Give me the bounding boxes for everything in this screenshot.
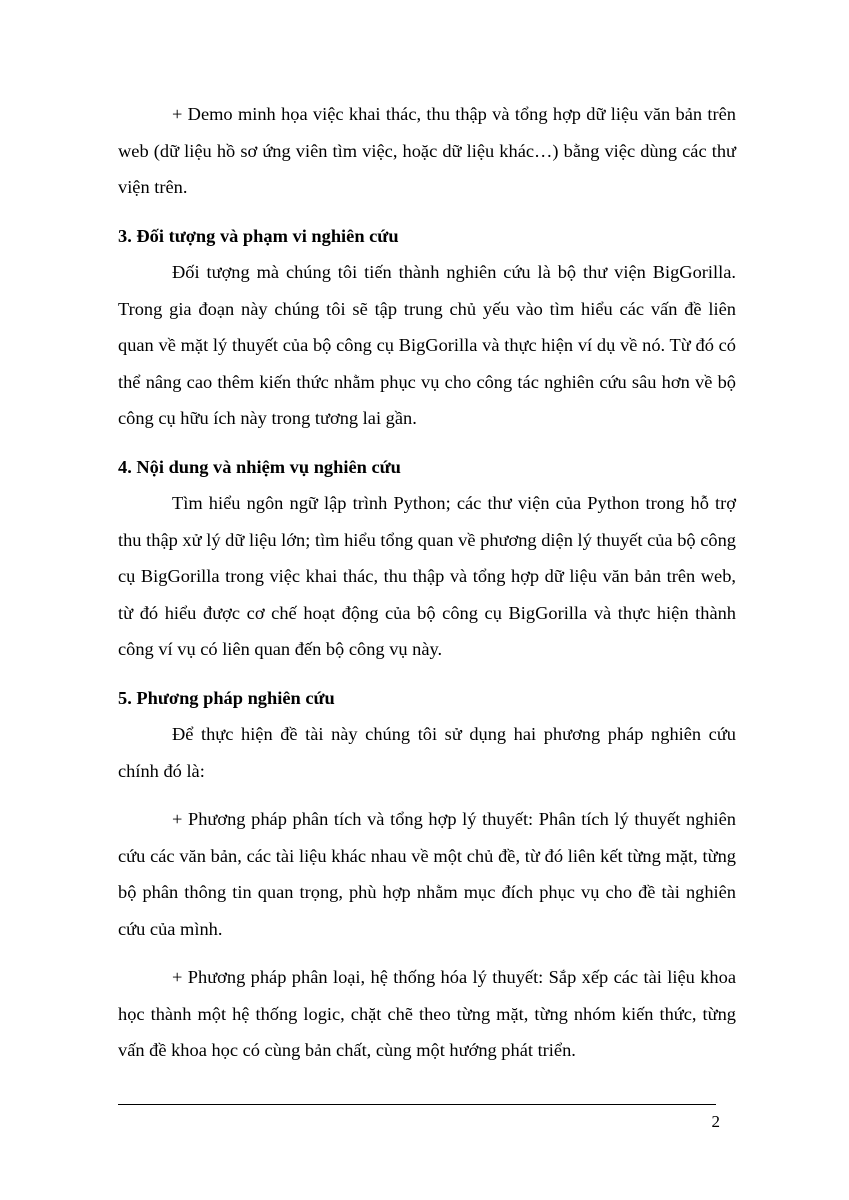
demo-paragraph: + Demo minh họa việc khai thác, thu thập và tổng hợp dữ liệu văn bản trên web (dữ liệu hồ sơ ứng viên tìm việc, hoặc dữ liệu khác…) bằng việc dùng các thư viện trên.	[118, 104, 736, 197]
section-3-paragraph: Đối tượng mà chúng tôi tiến thành nghiên cứu là bộ thư viện BigGorilla. Trong gia đoạn này chúng tôi sẽ tập trung chủ yếu vào tìm hiểu các vấn đề liên quan về mặt lý thuyết của bộ công cụ BigGorilla và thực hiện ví dụ về nó. Từ đó có thể nâng cao thêm kiến thức nhằm phục vụ cho công tác nghiên cứu sâu hơn về bộ công cụ hữu ích này trong tương lai gần.	[118, 262, 736, 428]
page-body	[118, 96, 736, 1069]
section-4-paragraph: Tìm hiểu ngôn ngữ lập trình Python; các thư viện của Python trong hỗ trợ thu thập xử lý dữ liệu lớn; tìm hiểu tổng quan về phương diện lý thuyết của bộ công cụ BigGorilla trong việc khai thác, thu thập và tổng hợp dữ liệu văn bản trên web, từ đó hiểu được cơ chế hoạt động của bộ công cụ BigGorilla và thực hiện thành công ví vụ có liên quan đến bộ công vụ này.	[118, 493, 736, 659]
footer-rule	[118, 1104, 716, 1105]
section-3-heading: 3. Đối tượng và phạm vi nghiên cứu	[118, 225, 399, 246]
method-1-paragraph: + Phương pháp phân tích và tổng hợp lý thuyết: Phân tích lý thuyết nghiên cứu các văn bản, các tài liệu khác nhau về một chủ đề, từ đó liên kết từng mặt, từng bộ phân thông tin quan trọng, phù hợp nhằm mục đích phục vụ cho đề tài nghiên cứu của mình.	[118, 809, 736, 939]
section-5-intro-paragraph: Để thực hiện đề tài này chúng tôi sử dụng hai phương pháp nghiên cứu chính đó là:	[118, 724, 736, 781]
method-2-paragraph: + Phương pháp phân loại, hệ thống hóa lý thuyết: Sắp xếp các tài liệu khoa học thành một hệ thống logic, chặt chẽ theo từng mặt, từng nhóm kiến thức, từng vấn đề khoa học có cùng bản chất, cùng một hướng phát triển.	[118, 967, 736, 1060]
page-number: 2	[711, 1112, 720, 1131]
section-4-heading: 4. Nội dung và nhiệm vụ nghiên cứu	[118, 456, 401, 477]
section-5-heading: 5. Phương pháp nghiên cứu	[118, 687, 335, 708]
